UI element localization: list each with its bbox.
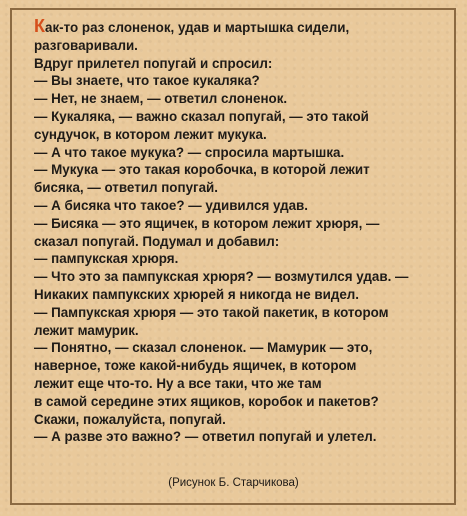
story-line: — Нет, не знаем, — ответил слоненок. (34, 91, 288, 107)
story-line: — А бисяка что такое? — удивился удав. (34, 197, 308, 213)
story-line: разговаривали. (34, 37, 138, 53)
story-line: лежит еще что-то. Ну а все таки, что же там (34, 375, 322, 391)
story-line-1 (34, 18, 444, 37)
story-line: — А что такое мукука? — спросила мартышка. (34, 144, 345, 160)
illustration-credit: (Рисунок Б. Старчикова) (168, 477, 299, 489)
story-line: — Понятно, — сказал слоненок. — Мамурик — это, (34, 340, 373, 356)
story-line: — Бисяка — это ящичек, в котором лежит хрюря, — (34, 215, 380, 231)
story-line: — Пампукская хрюря — это такой пакетик, в котором (34, 304, 389, 320)
first-line-text: ак-то раз слоненок, удав и мартышка сидели, (45, 20, 350, 35)
story-line: Вдруг прилетел попугай и спросил: (34, 55, 273, 71)
story-line: — А разве это важно? — ответил попугай и улетел. (34, 429, 377, 445)
story-line: — пампукская хрюря. (34, 251, 179, 267)
story-line: — Кукаляка, — важно сказал попугай, — это такой (34, 108, 369, 124)
drop-cap-letter: К (34, 16, 45, 36)
story-line: — Мукука — это такая коробочка, в которой лежит (34, 162, 370, 178)
story-line: — Вы знаете, что такое кукаляка? (34, 73, 260, 89)
story-line: лежит мамурик. (34, 322, 139, 338)
story-line: Скажи, пожалуйста, попугай. (34, 411, 226, 427)
story-line: — Что это за пампукская хрюря? — возмутился удав. — (34, 269, 409, 285)
story-text (34, 18, 444, 446)
story-line: наверное, тоже какой-нибудь ящичек, в котором (34, 358, 357, 374)
story-line: сказал попугай. Подумал и добавил: (34, 233, 280, 249)
story-line: бисяка, — ответил попугай. (34, 180, 218, 196)
story-line: в самой середине этих ящиков, коробок и пакетов? (34, 393, 379, 409)
story-line: сундучок, в котором лежит мукука. (34, 126, 267, 142)
story-line: Никаких пампукских хрюрей я никогда не видел. (34, 286, 360, 302)
